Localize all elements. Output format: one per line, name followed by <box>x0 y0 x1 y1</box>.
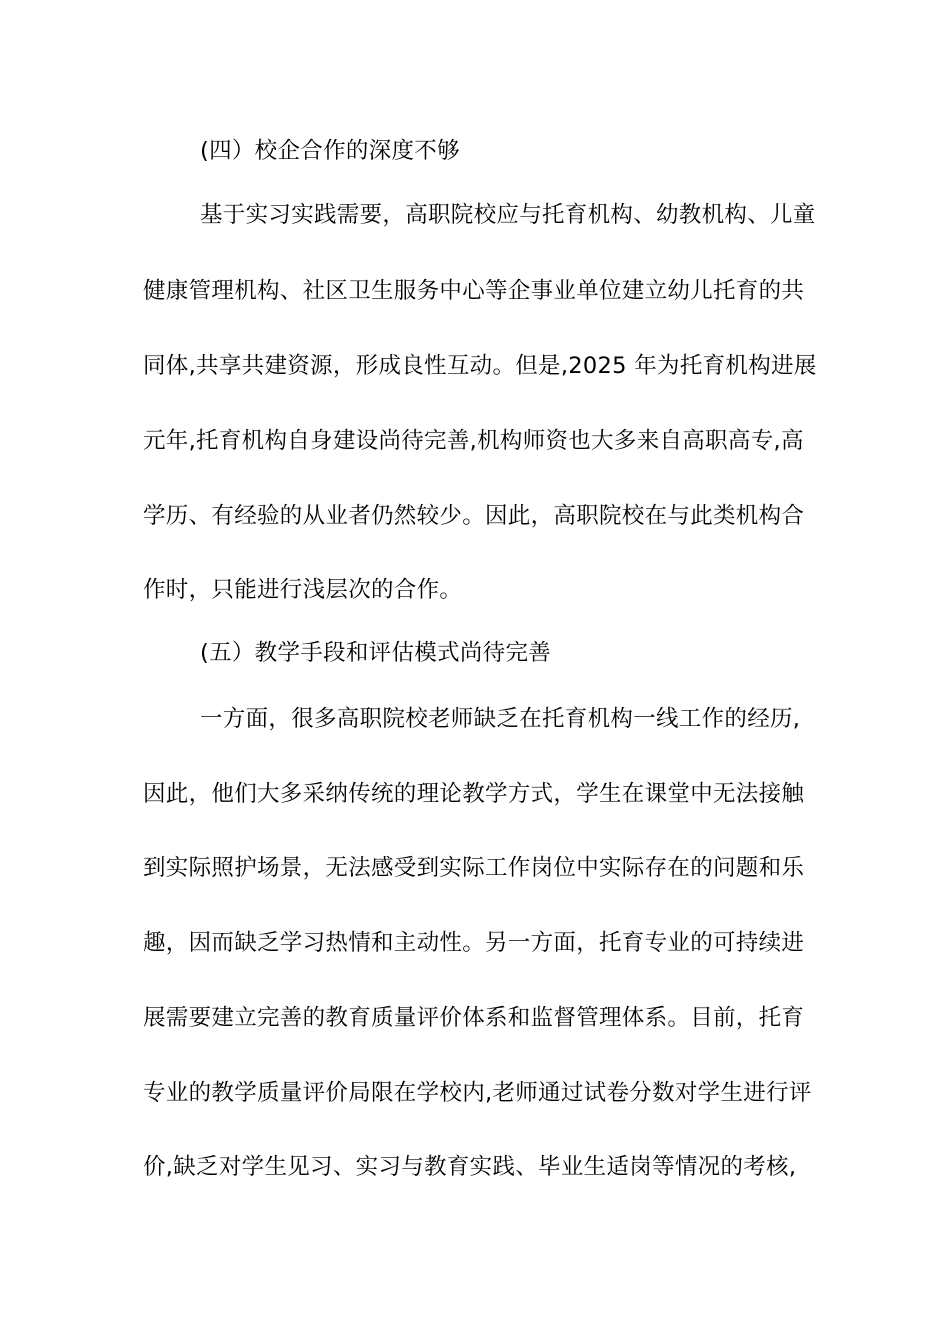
paragraph-1-line-1: 基于实习实践需要，高职院校应与托育机构、幼教机构、儿童 <box>200 202 816 228</box>
paragraph-1-line-4: 元年,托育机构自身建设尚待完善,机构师资也大多来自高职高专,高 <box>143 428 804 454</box>
paragraph-1-line-2: 健康管理机构、社区卫生服务中心等企事业单位建立幼儿托育的共 <box>143 278 805 304</box>
section-heading-5: (五）教学手段和评估模式尚待完善 <box>200 640 552 666</box>
paragraph-2-line-5: 展需要建立完善的教育质量评价体系和监督管理体系。目前，托育 <box>143 1005 805 1031</box>
paragraph-1-line-5: 学历、有经验的从业者仍然较少。因此，高职院校在与此类机构合 <box>143 503 805 529</box>
paragraph-2-line-1: 一方面，很多高职院校老师缺乏在托育机构一线工作的经历, <box>200 706 801 732</box>
paragraph-2-line-4: 趣，因而缺乏学习热情和主动性。另一方面，托育专业的可持续进 <box>143 930 805 956</box>
paragraph-2-line-2: 因此，他们大多采纳传统的理论教学方式，学生在课堂中无法接触 <box>143 781 805 807</box>
section-heading-4: (四）校企合作的深度不够 <box>200 138 460 164</box>
paragraph-2-line-7: 价,缺乏对学生见习、实习与教育实践、毕业生适岗等情况的考核, <box>143 1154 797 1180</box>
paragraph-2-line-3: 到实际照护场景，无法感受到实际工作岗位中实际存在的问题和乐 <box>143 855 805 881</box>
paragraph-2-line-6: 专业的教学质量评价局限在学校内,老师通过试卷分数对学生进行评 <box>143 1080 812 1106</box>
paragraph-1-line-6: 作时，只能进行浅层次的合作。 <box>143 577 463 603</box>
paragraph-1-line-3: 同体,共享共建资源，形成良性互动。但是,2025 年为托育机构进展 <box>143 353 817 379</box>
